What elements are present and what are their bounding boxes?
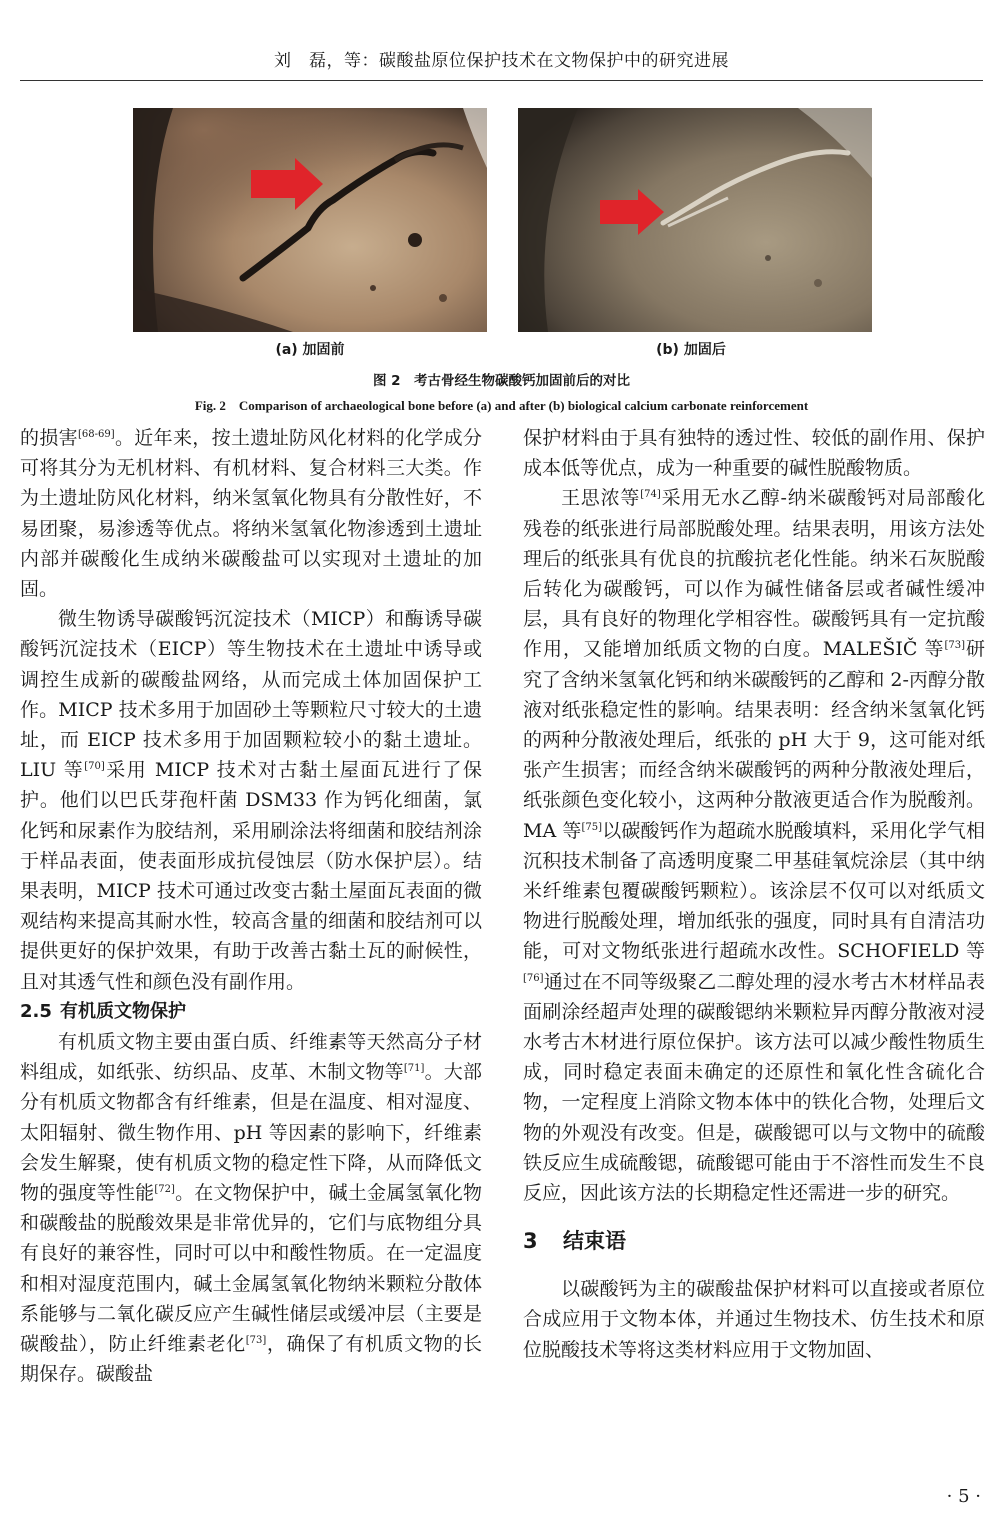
citation: [68-69] xyxy=(78,429,115,440)
citation: [75] xyxy=(581,821,603,833)
paragraph: 保护材料由于具有独特的透过性、较低的副作用、保护成本低等优点，成为一种重要的碱性脱酸物质。 xyxy=(523,427,985,480)
citation: [76] xyxy=(523,972,544,984)
header-rule xyxy=(20,80,983,81)
citation: [70] xyxy=(84,761,105,773)
section-heading-3: 3 结束语 xyxy=(523,1229,626,1254)
paragraph: 以碳酸钙为主的碳酸盐保护材料可以直接或者原位合成应用于文物本体，并通过生物技术、仿生技术和原位脱酸技术等将这类材料应用于文物加固、 xyxy=(523,1278,985,1361)
bone-photo-after xyxy=(518,108,872,332)
right-column xyxy=(523,423,985,1365)
citation: [73] xyxy=(245,1335,267,1347)
page-number: · 5 · xyxy=(946,1486,981,1507)
section-heading-2-5: 2.5 有机质文物保护 xyxy=(20,1000,186,1022)
paragraph: 的损害[68-69]。近年来，按土遗址防风化材料的化学成分可将其分为无机材料、有机材料、复合材料三大类。作为土遗址防风化材料，纳米氢氧化物具有分散性好，不易团聚，易渗透等优点。将纳米氢氧化物渗透到土遗址内部并碳酸化生成纳米碳酸盐可以实现对土遗址的加固。 xyxy=(20,427,482,601)
paragraph: 有机质文物主要由蛋白质、纤维素等天然高分子材料组成，如纸张、纺织品、皮革、木制文物等[71]。大部分有机质文物都含有纤维素，但是在温度、相对湿度、太阳辐射、微生物作用、pH 等因素的影响下，纤维素会发生解聚，使有机质文物的稳定性下降，从而降低文物的强度等性能[72]。在文物保护中，碱土金属氢氧化物和碳酸盐的脱酸效果是非常优异的，它们与底物组分具有良好的兼容性，同时可以中和酸性物质。在一定温度和相对湿度范围内，碱土金属氢氧化物纳米颗粒分散体系能够与二氧化碳反应产生碱性储层或缓冲层（主要是碳酸盐），防止纤维素老化[73]，确保了有机质文物的长期保存。碳酸盐 xyxy=(20,1031,482,1386)
subfigure-label-a: (a) 加固前 xyxy=(275,342,345,358)
paragraph: 王思浓等[74]采用无水乙醇-纳米碳酸钙对局部酸化残卷的纸张进行局部脱酸处理。结果表明，用该方法处理后的纸张具有优良的抗酸抗老化性能。纳米石灰脱酸后转化为碳酸钙，可以作为碱性储备层或者碱性缓冲层，具有良好的物理化学相容性。碳酸钙具有一定抗酸作用，又能增加纸质文物的白度。MALEŠIČ 等[73]研究了含纳米氢氧化钙和纳米碳酸钙的乙醇和 2-丙醇分散液对纸张稳定性的影响。结果表明：经含纳米氢氧化钙的两种分散液处理后，纸张的 pH 大于 9，这可能对纸张产生损害；而经含纳米碳酸钙的两种分散液处理后，纸张颜色变化较小，这两种分散液更适合作为脱酸剂。MA 等[75]以碳酸钙作为超疏水脱酸填料，采用化学气相沉积技术制备了高透明度聚二甲基硅氧烷涂层（其中纳米纤维素包覆碳酸钙颗粒）。该涂层不仅可以对纸质文物进行脱酸处理，增加纸张的强度，同时具有自清洁功能，可对文物纸张进行超疏水改性。SCHOFIELD 等[76]通过在不同等级聚乙二醇处理的浸水考古木材样品表面刷涂经超声处理的碳酸锶纳米颗粒异丙醇分散液对浸水考古木材进行原位保护。该方法可以减少酸性物质生成，同时稳定表面未确定的还原性和氧化性含硫化合物，一定程度上消除文物本体中的铁化合物，处理后文物的外观没有改变。但是，碳酸锶可以与文物中的硫酸铁反应生成硫酸锶，硫酸锶可能由于不溶性而发生不良反应，因此该方法的长期稳定性还需进一步的研究。 xyxy=(523,487,985,1205)
figure-caption-en: Fig. 2 Comparison of archaeological bone before (a) and after (b) biological calcium carbonate reinforcement xyxy=(194,398,809,413)
citation: [73] xyxy=(944,640,965,652)
bone-photo-before xyxy=(133,108,487,332)
left-column xyxy=(20,423,482,1389)
citation: [74] xyxy=(640,489,661,501)
subfigure-label-b: (b) 加固后 xyxy=(656,342,726,358)
citation: [72] xyxy=(154,1184,175,1196)
citation: [71] xyxy=(403,1063,425,1075)
paragraph: 微生物诱导碳酸钙沉淀技术（MICP）和酶诱导碳酸钙沉淀技术（EICP）等生物技术在土遗址中诱导或调控生成新的碳酸盐网络，从而完成土体加固保护工作。MICP 技术多用于加固砂土等颗粒尺寸较大的土遗址，而 EICP 技术多用于加固颗粒较小的黏土遗址。LIU 等[70]采用 MICP 技术对古黏土屋面瓦进行了保护。他们以巴氏芽孢杆菌 DSM33 作为钙化细菌，氯化钙和尿素作为胶结剂，采用刷涂法将细菌和胶结剂涂于样品表面，使表面形成抗侵蚀层（防水保护层）。结果表明，MICP 技术可通过改变古黏土屋面瓦表面的微观结构来提高其耐水性，较高含量的细菌和胶结剂可以提供更好的保护效果，有助于改善古黏土瓦的耐候性，且对其透气性和颜色没有副作用。 xyxy=(20,608,482,993)
figure-caption-zh: 图 2 考古骨经生物碳酸钙加固前后的对比 xyxy=(372,373,631,389)
running-header-title: 刘 磊，等：碳酸盐原位保护技术在文物保护中的研究进展 xyxy=(274,51,729,71)
running-header xyxy=(20,0,983,84)
